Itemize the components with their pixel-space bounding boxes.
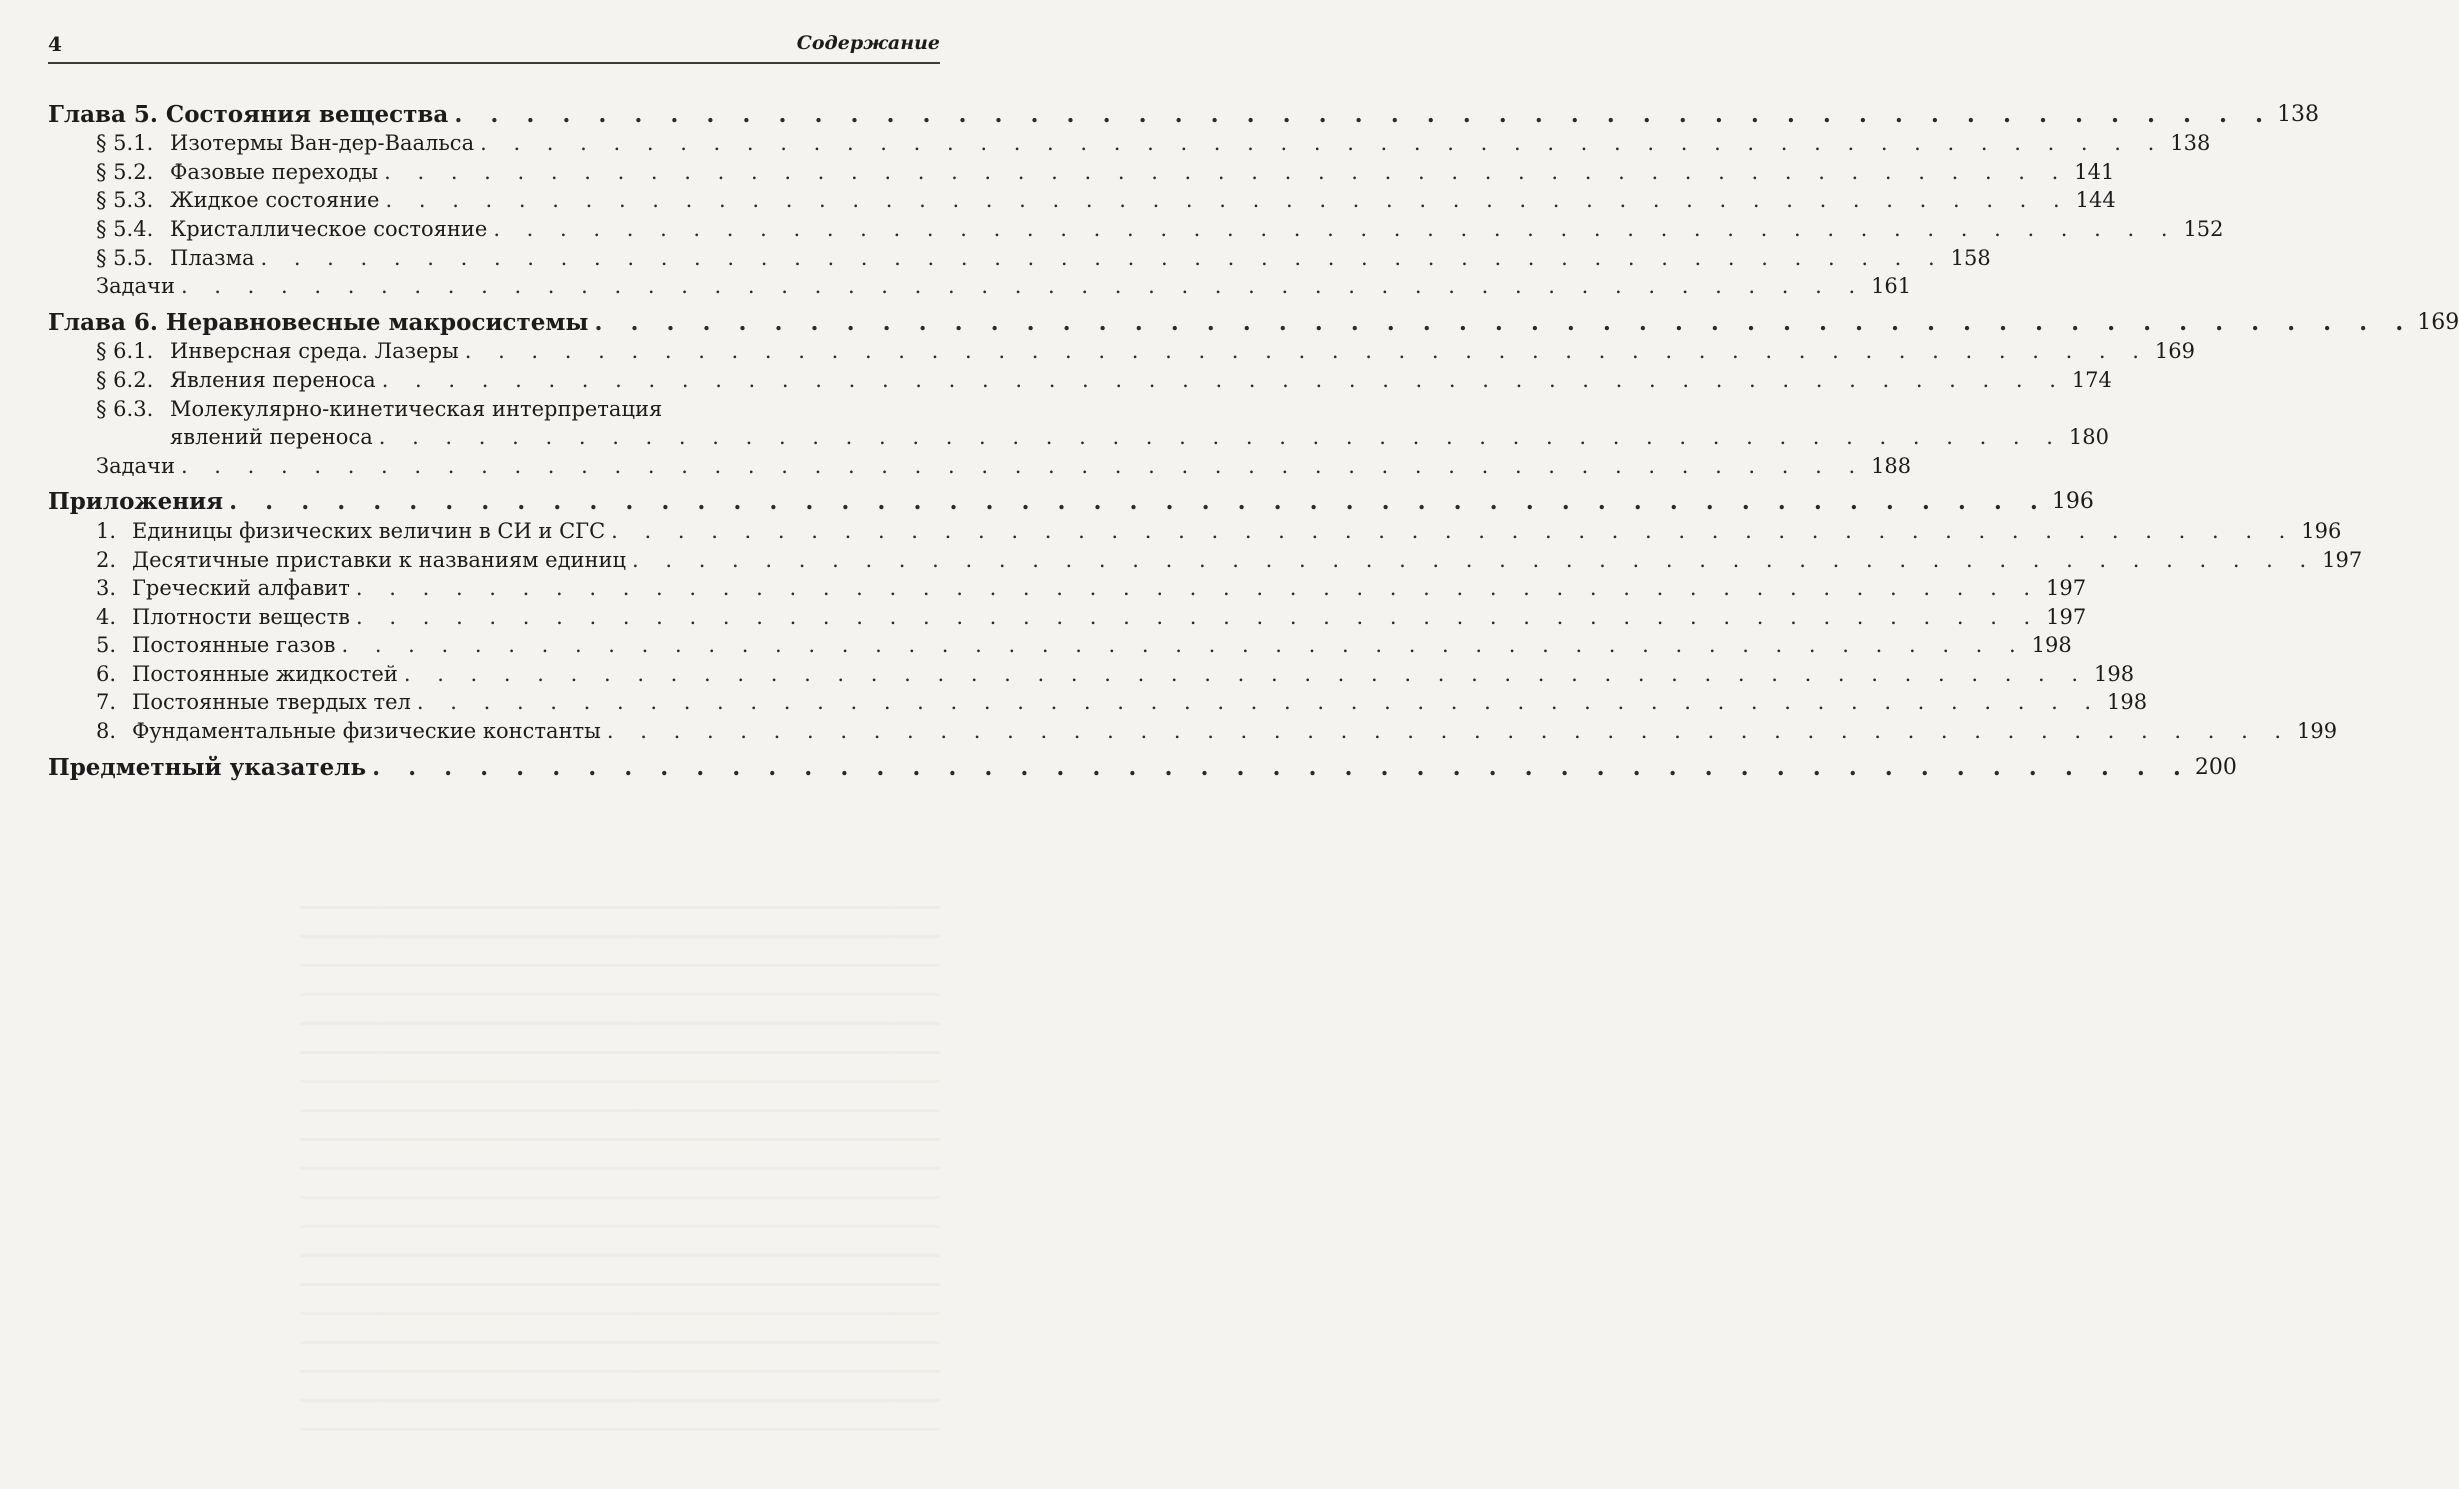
section-title-line2: явлений переноса bbox=[170, 425, 373, 450]
item-title: Постоянные жидкостей bbox=[132, 661, 398, 686]
leader-dots bbox=[376, 366, 2066, 394]
toc-tasks[interactable] bbox=[48, 272, 1912, 301]
leader-dots bbox=[626, 546, 2316, 574]
index-title: Предметный указатель bbox=[48, 753, 367, 781]
leader-dots bbox=[350, 574, 2040, 602]
item-title: Десятичные приставки к названиям единиц bbox=[132, 547, 626, 572]
page-ref: 144 bbox=[2075, 188, 2116, 213]
item-number: 3. bbox=[96, 576, 117, 601]
section-number: § 6.2. bbox=[96, 367, 154, 392]
leader-dots bbox=[350, 603, 2040, 631]
page-ref: 138 bbox=[2277, 101, 2320, 127]
leader-dots bbox=[588, 309, 2413, 337]
section-number: § 5.2. bbox=[96, 159, 154, 184]
chapter-title: Глава 6. Неравновесные макросистемы bbox=[48, 308, 589, 336]
leader-dots bbox=[380, 186, 2070, 214]
leader-dots bbox=[254, 244, 1944, 272]
toc-appendix-item[interactable] bbox=[48, 602, 2087, 631]
section-title: Инверсная среда. Лазеры bbox=[170, 339, 459, 364]
page-ref: 152 bbox=[2183, 216, 2224, 241]
page-ref: 198 bbox=[2093, 661, 2135, 686]
toc-section[interactable] bbox=[48, 243, 1991, 272]
item-title: Единицы физических величин в СИ и СГС bbox=[132, 518, 606, 543]
leader-dots bbox=[175, 272, 1865, 300]
page-number: 4 bbox=[48, 32, 62, 56]
section-number: § 5.5. bbox=[96, 245, 154, 270]
table-of-contents bbox=[48, 100, 2459, 782]
toc-appendix-item[interactable] bbox=[48, 574, 2087, 603]
section-number: § 5.1. bbox=[96, 131, 154, 156]
toc-chapter-6[interactable] bbox=[48, 308, 2459, 337]
page-ref: 138 bbox=[2170, 131, 2211, 156]
toc-appendix-item[interactable] bbox=[48, 659, 2135, 688]
leader-dots bbox=[459, 337, 2149, 365]
toc-appendix-item[interactable] bbox=[48, 688, 2148, 717]
section-title: Фазовые переходы bbox=[170, 159, 379, 184]
page-ref: 180 bbox=[2068, 425, 2109, 450]
toc-appendix-item[interactable] bbox=[48, 545, 2363, 574]
item-number: 2. bbox=[96, 547, 117, 572]
page-ref: 169 bbox=[2154, 339, 2195, 364]
item-title: Фундаментальные физические константы bbox=[132, 719, 601, 744]
page-ref: 199 bbox=[2297, 719, 2338, 744]
running-title: Содержание bbox=[796, 32, 940, 54]
section-title: Изотермы Ван-дер-Ваальса bbox=[170, 131, 475, 156]
page-ref: 174 bbox=[2071, 367, 2112, 392]
tasks-title: Задачи bbox=[96, 453, 175, 478]
toc-section[interactable] bbox=[48, 214, 2224, 243]
item-number: 8. bbox=[96, 719, 117, 744]
toc-section[interactable] bbox=[48, 157, 2115, 186]
item-number: 5. bbox=[96, 633, 117, 658]
toc-appendix-item[interactable] bbox=[48, 716, 2338, 745]
item-title: Постоянные твердых тел bbox=[132, 690, 411, 715]
page-ref: 141 bbox=[2074, 159, 2115, 184]
leader-dots bbox=[398, 660, 2088, 688]
item-number: 7. bbox=[96, 690, 117, 715]
item-number: 4. bbox=[96, 604, 117, 629]
section-title: Кристаллическое состояние bbox=[170, 216, 488, 241]
toc-section[interactable] bbox=[48, 186, 2116, 215]
toc-section-continued[interactable] bbox=[48, 423, 2109, 452]
leader-dots bbox=[175, 452, 1865, 480]
toc-section[interactable] bbox=[48, 129, 2211, 158]
leader-dots bbox=[448, 101, 2273, 129]
toc-section[interactable] bbox=[48, 337, 2195, 366]
toc-tasks[interactable] bbox=[48, 451, 1912, 480]
page-ref: 198 bbox=[2107, 690, 2148, 715]
toc-appendix-item[interactable] bbox=[48, 631, 2072, 660]
toc-section[interactable] bbox=[48, 365, 2112, 394]
section-title: Жидкое состояние bbox=[170, 188, 380, 213]
page-ref: 200 bbox=[2194, 754, 2237, 780]
item-title: Плотности веществ bbox=[132, 604, 351, 629]
toc-section[interactable] bbox=[48, 394, 942, 423]
leader-dots bbox=[223, 488, 2048, 516]
page-ref: 197 bbox=[2046, 576, 2087, 601]
leader-dots bbox=[335, 631, 2025, 659]
page-ref: 198 bbox=[2031, 633, 2072, 658]
section-number: § 5.3. bbox=[96, 188, 154, 213]
toc-appendix-item[interactable] bbox=[48, 516, 2342, 545]
section-title: Явления переноса bbox=[170, 367, 376, 392]
leader-dots bbox=[373, 423, 2063, 451]
leader-dots bbox=[487, 215, 2177, 243]
page-ref: 197 bbox=[2322, 547, 2363, 572]
section-title-line1: Молекулярно-кинетическая интерпретация bbox=[170, 396, 663, 421]
chapter-title: Глава 5. Состояния вещества bbox=[48, 100, 449, 128]
leader-dots bbox=[601, 717, 2291, 745]
leader-dots bbox=[411, 688, 2101, 716]
section-title: Плазма bbox=[170, 245, 255, 270]
item-number: 1. bbox=[96, 518, 117, 543]
page-ref: 197 bbox=[2046, 604, 2087, 629]
appendix-title: Приложения bbox=[48, 488, 224, 516]
toc-appendix[interactable] bbox=[48, 488, 2094, 517]
section-number: § 5.4. bbox=[96, 216, 154, 241]
page-ref: 196 bbox=[2301, 518, 2342, 543]
tasks-title: Задачи bbox=[96, 274, 175, 299]
page-ref: 161 bbox=[1871, 274, 1912, 299]
leader-dots bbox=[474, 129, 2164, 157]
item-title: Греческий алфавит bbox=[132, 576, 350, 601]
bleed-through-shadow bbox=[300, 880, 940, 1440]
section-number: § 6.1. bbox=[96, 339, 154, 364]
toc-index[interactable] bbox=[48, 753, 2237, 782]
page-ref: 196 bbox=[2051, 489, 2094, 515]
section-number: § 6.3. bbox=[96, 396, 154, 421]
leader-dots bbox=[605, 517, 2295, 545]
item-number: 6. bbox=[96, 661, 117, 686]
leader-dots bbox=[366, 754, 2191, 782]
leader-dots bbox=[378, 158, 2068, 186]
toc-chapter-5[interactable] bbox=[48, 100, 2320, 129]
item-title: Постоянные газов bbox=[132, 633, 336, 658]
page-ref: 188 bbox=[1871, 453, 1912, 478]
page-header bbox=[48, 30, 940, 64]
page-ref: 158 bbox=[1950, 245, 1991, 270]
page-ref: 169 bbox=[2417, 309, 2459, 335]
